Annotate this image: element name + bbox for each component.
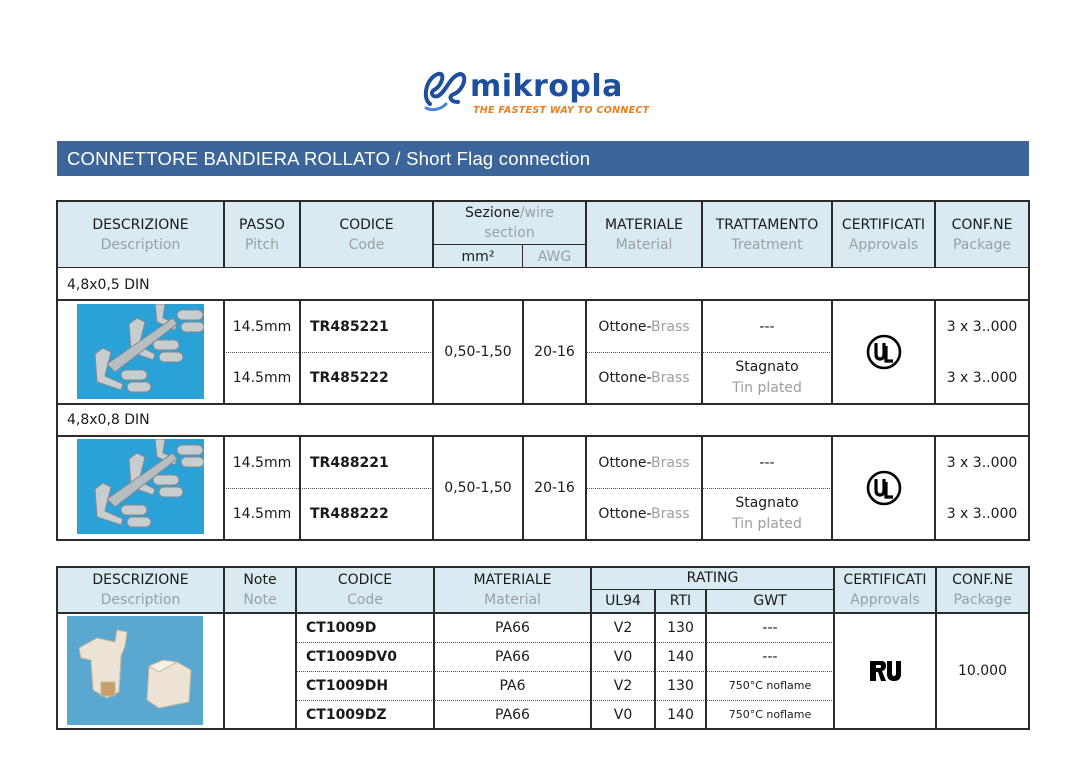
header-label: GWT <box>753 593 787 609</box>
header-label-en: Material <box>484 591 541 608</box>
cell-treatment <box>702 489 832 539</box>
ul94-value: V0 <box>613 706 633 723</box>
cell-pitch <box>224 437 300 488</box>
cell-material <box>434 643 591 671</box>
cell-pitch <box>224 353 300 403</box>
table-border <box>432 435 434 540</box>
brand-logo <box>420 66 660 122</box>
code-value: TR488222 <box>310 506 389 522</box>
header-label-it: MATERIALE <box>604 216 684 233</box>
group-label-text: 4,8x0,8 DIN <box>67 412 150 428</box>
treatment-en: Tin plated <box>732 516 802 532</box>
header-label-en: Treatment <box>731 236 803 253</box>
cell-material <box>434 701 591 728</box>
ul94-value: V2 <box>613 620 633 636</box>
cell-package <box>935 489 1029 539</box>
header-passo <box>224 201 300 268</box>
table-border <box>56 539 1030 541</box>
header-label-en: Material <box>615 236 673 253</box>
table-border <box>591 589 834 590</box>
group-label <box>57 405 1029 435</box>
ul94-value: V2 <box>613 678 633 694</box>
cell-awg <box>523 301 586 403</box>
code-value: CT1009DZ <box>306 706 387 723</box>
header-label-sep: /wire <box>519 205 554 221</box>
table-border <box>585 435 587 540</box>
cell-gwt <box>706 701 834 728</box>
cell-gwt <box>706 672 834 700</box>
header-label-it: Note <box>243 571 277 588</box>
group-label-text: 4,8x0,5 DIN <box>67 276 150 293</box>
table-border <box>1028 566 1030 730</box>
header-label-awg: AWG <box>537 248 572 265</box>
cell-treatment <box>702 437 832 488</box>
table-border <box>56 403 1030 405</box>
flag-terminal-photo-icon <box>77 439 204 534</box>
header-mm2 <box>433 245 523 268</box>
cell-code <box>296 672 434 700</box>
mikropla-swirl-icon <box>420 68 468 112</box>
cell-ul94 <box>591 672 655 700</box>
table-border <box>833 566 835 730</box>
header-gwt <box>706 590 834 612</box>
cell-material <box>586 353 702 403</box>
header-note <box>224 567 296 612</box>
header-materiale <box>434 567 591 612</box>
table-border <box>56 200 1030 202</box>
row-divider <box>586 352 832 353</box>
table-border <box>522 299 524 404</box>
cell-package <box>936 614 1029 728</box>
header-label-it: CERTIFICATI <box>841 216 926 233</box>
cell-approval-ur <box>834 614 936 728</box>
header-label-it: MATERIALE <box>473 571 552 588</box>
cell-ul94 <box>591 701 655 728</box>
cell-ul94 <box>591 614 655 642</box>
package-value: 3 x 3..000 <box>946 454 1018 471</box>
table-border <box>433 566 435 730</box>
cell-rti <box>655 614 706 642</box>
table-border <box>1028 200 1030 541</box>
cell-rti <box>655 672 706 700</box>
table-border <box>934 200 936 268</box>
table-border <box>223 435 225 540</box>
table-border <box>433 244 586 245</box>
product-image-flag-terminal <box>77 304 204 399</box>
product-image-flag-terminal <box>77 439 204 534</box>
header-label-it: CODICE <box>339 216 394 233</box>
package-value: 3 x 3..000 <box>946 370 1018 386</box>
header-label: RTI <box>669 593 692 609</box>
table-border <box>701 435 703 540</box>
cell-treatment <box>702 353 832 403</box>
table-border <box>223 299 225 404</box>
cell-pitch <box>224 301 300 352</box>
group-label <box>57 270 1029 299</box>
header-label-it: PASSO <box>239 216 285 233</box>
material-en: Brass <box>651 318 690 335</box>
header-label-it: RATING <box>686 570 739 586</box>
cell-material <box>586 301 702 352</box>
brand-tagline: THE FASTEST WAY TO CONNECT <box>473 105 650 116</box>
gwt-value: 750°C noflame <box>728 679 812 692</box>
table-border <box>56 267 1030 268</box>
package-value: 10.000 <box>958 663 1007 679</box>
code-value: TR485222 <box>310 370 389 386</box>
table-border <box>934 435 936 540</box>
header-codice <box>300 201 433 268</box>
pitch-value: 14.5mm <box>232 454 292 471</box>
material-en: Brass <box>651 454 690 471</box>
header-label-en: Description <box>100 591 181 608</box>
table-border <box>299 200 301 268</box>
header-rating <box>591 567 834 589</box>
header-label-it: CONF.NE <box>952 571 1013 588</box>
header-label-it: DESCRIZIONE <box>92 571 189 588</box>
header-trattamento <box>702 201 832 268</box>
header-label-it: Sezione <box>465 205 520 221</box>
package-value: 3 x 3..000 <box>946 506 1018 522</box>
cell-code <box>296 701 434 728</box>
cell-code <box>300 353 433 403</box>
header-label-en: Approvals <box>850 591 920 608</box>
cell-treatment <box>702 301 832 352</box>
header-awg <box>523 245 586 268</box>
cell-pitch <box>224 489 300 539</box>
header-label-it: TRATTAMENTO <box>715 216 819 233</box>
table-border <box>585 200 587 268</box>
pitch-value: 14.5mm <box>232 506 292 522</box>
material-it: Ottone- <box>598 318 652 335</box>
code-value: CT1009DV0 <box>306 649 397 665</box>
cell-material <box>434 614 591 642</box>
cell-code <box>300 301 433 352</box>
ul-listed-icon <box>866 470 902 506</box>
cell-rti <box>655 643 706 671</box>
row-divider <box>296 671 834 672</box>
page-title: CONNETTORE BANDIERA ROLLATO / Short Flag connection <box>67 148 591 169</box>
row-divider <box>296 700 834 701</box>
rti-value: 130 <box>667 620 694 636</box>
header-label-en: section <box>484 225 535 241</box>
table-border <box>432 299 434 404</box>
table-border <box>56 299 1030 301</box>
cell-material <box>434 672 591 700</box>
section-mm2-value: 0,50-1,50 <box>444 344 512 360</box>
header-ul94 <box>591 590 655 612</box>
table-border <box>522 435 524 540</box>
rti-value: 140 <box>667 649 694 665</box>
material-it: Ottone- <box>598 454 652 471</box>
header-label-it: CERTIFICATI <box>843 571 927 588</box>
table-border <box>56 566 1030 568</box>
material-it: Ottone- <box>598 506 652 522</box>
treatment-it: Stagnato <box>735 495 799 511</box>
material-it: Ottone- <box>598 370 652 386</box>
header-label-en: Approvals <box>848 236 919 253</box>
material-en: Brass <box>651 370 690 386</box>
pitch-value: 14.5mm <box>232 370 292 386</box>
cell-code <box>296 643 434 671</box>
material-value: PA66 <box>495 620 530 636</box>
table-border <box>935 566 937 730</box>
cell-code <box>300 489 433 539</box>
cell-code <box>300 437 433 488</box>
table-border <box>701 299 703 404</box>
material-value: PA66 <box>495 706 530 723</box>
cell-material <box>586 437 702 488</box>
table-border <box>934 299 936 404</box>
cell-ul94 <box>591 643 655 671</box>
header-certificati <box>834 567 936 612</box>
treatment-it: --- <box>759 454 775 471</box>
header-label-en: Code <box>348 236 385 253</box>
material-value: PA6 <box>499 678 526 694</box>
table-border <box>590 566 592 730</box>
table-border <box>223 200 225 268</box>
cell-section-mm2 <box>433 437 523 539</box>
treatment-it: --- <box>759 318 775 335</box>
code-value: CT1009DH <box>306 678 389 694</box>
cell-package <box>935 301 1029 352</box>
cell-section-mm2 <box>433 301 523 403</box>
header-label-en: Pitch <box>244 236 280 253</box>
cell-approval-ul <box>832 301 935 403</box>
ul94-value: V0 <box>613 649 633 665</box>
row-divider <box>224 352 433 353</box>
rti-value: 130 <box>667 678 694 694</box>
header-label-en: Package <box>952 236 1012 253</box>
row-divider <box>586 488 832 489</box>
material-value: PA66 <box>495 649 530 665</box>
header-label-mm2: mm² <box>461 248 495 265</box>
code-value: CT1009D <box>306 620 377 636</box>
cell-package <box>935 437 1029 488</box>
awg-value: 20-16 <box>534 344 575 360</box>
header-label-it: DESCRIZIONE <box>92 216 189 233</box>
table-border <box>831 435 833 540</box>
code-value: TR485221 <box>310 318 389 335</box>
product-image-insulating-cover <box>67 616 203 725</box>
section-mm2-value: 0,50-1,50 <box>444 480 512 496</box>
rti-value: 140 <box>667 706 694 723</box>
cell-gwt <box>706 643 834 671</box>
gwt-value: --- <box>762 620 778 636</box>
table-border <box>585 299 587 404</box>
row-divider <box>224 488 433 489</box>
header-label-it: CONF.NE <box>951 216 1013 233</box>
table-border <box>522 244 523 268</box>
table-border <box>432 200 434 268</box>
table-border <box>299 435 301 540</box>
header-descrizione <box>57 567 224 612</box>
table-border <box>56 200 58 541</box>
table-border <box>56 728 1030 730</box>
brand-name: mikropla <box>470 69 623 104</box>
cell-awg <box>523 437 586 539</box>
page-title-bar <box>57 141 1029 176</box>
row-divider <box>296 642 834 643</box>
header-rti <box>655 590 706 612</box>
package-value: 3 x 3..000 <box>946 318 1018 335</box>
header-codice <box>296 567 434 612</box>
header-descrizione <box>57 201 224 268</box>
flag-terminal-photo-icon <box>77 304 204 399</box>
header-label: UL94 <box>605 593 641 609</box>
table-border <box>705 589 707 730</box>
gwt-value: --- <box>762 649 778 665</box>
header-certificati <box>832 201 935 268</box>
cell-rti <box>655 701 706 728</box>
header-sezione <box>433 201 586 245</box>
table-border <box>831 200 833 268</box>
ul-recognized-component-icon <box>868 659 902 683</box>
cell-package <box>935 353 1029 403</box>
header-label-it: CODICE <box>337 571 393 588</box>
table-border <box>56 612 1030 614</box>
cell-gwt <box>706 614 834 642</box>
code-value: TR488221 <box>310 454 389 471</box>
treatment-en: Tin plated <box>732 380 802 396</box>
table-border <box>701 200 703 268</box>
cell-code <box>296 614 434 642</box>
header-label-en: Description <box>100 236 181 253</box>
insulating-cover-photo-icon <box>67 616 203 725</box>
treatment-it: Stagnato <box>735 359 799 375</box>
table-border <box>654 589 656 730</box>
material-en: Brass <box>651 506 690 522</box>
header-label-en: Package <box>953 591 1012 608</box>
header-confne <box>935 201 1029 268</box>
table-border <box>56 566 58 730</box>
pitch-value: 14.5mm <box>232 318 292 335</box>
table-border <box>56 435 1030 437</box>
header-label-en: Code <box>347 591 383 608</box>
gwt-value: 750°C noflame <box>728 707 812 721</box>
table-border <box>299 299 301 404</box>
table-border <box>295 566 297 730</box>
cell-approval-ul <box>832 437 935 539</box>
awg-value: 20-16 <box>534 480 575 496</box>
table-border <box>223 566 225 730</box>
ul-listed-icon <box>866 334 902 370</box>
table-border <box>831 299 833 404</box>
header-confne <box>936 567 1029 612</box>
header-label-en: Note <box>243 591 277 608</box>
cell-material <box>586 489 702 539</box>
header-materiale <box>586 201 702 268</box>
